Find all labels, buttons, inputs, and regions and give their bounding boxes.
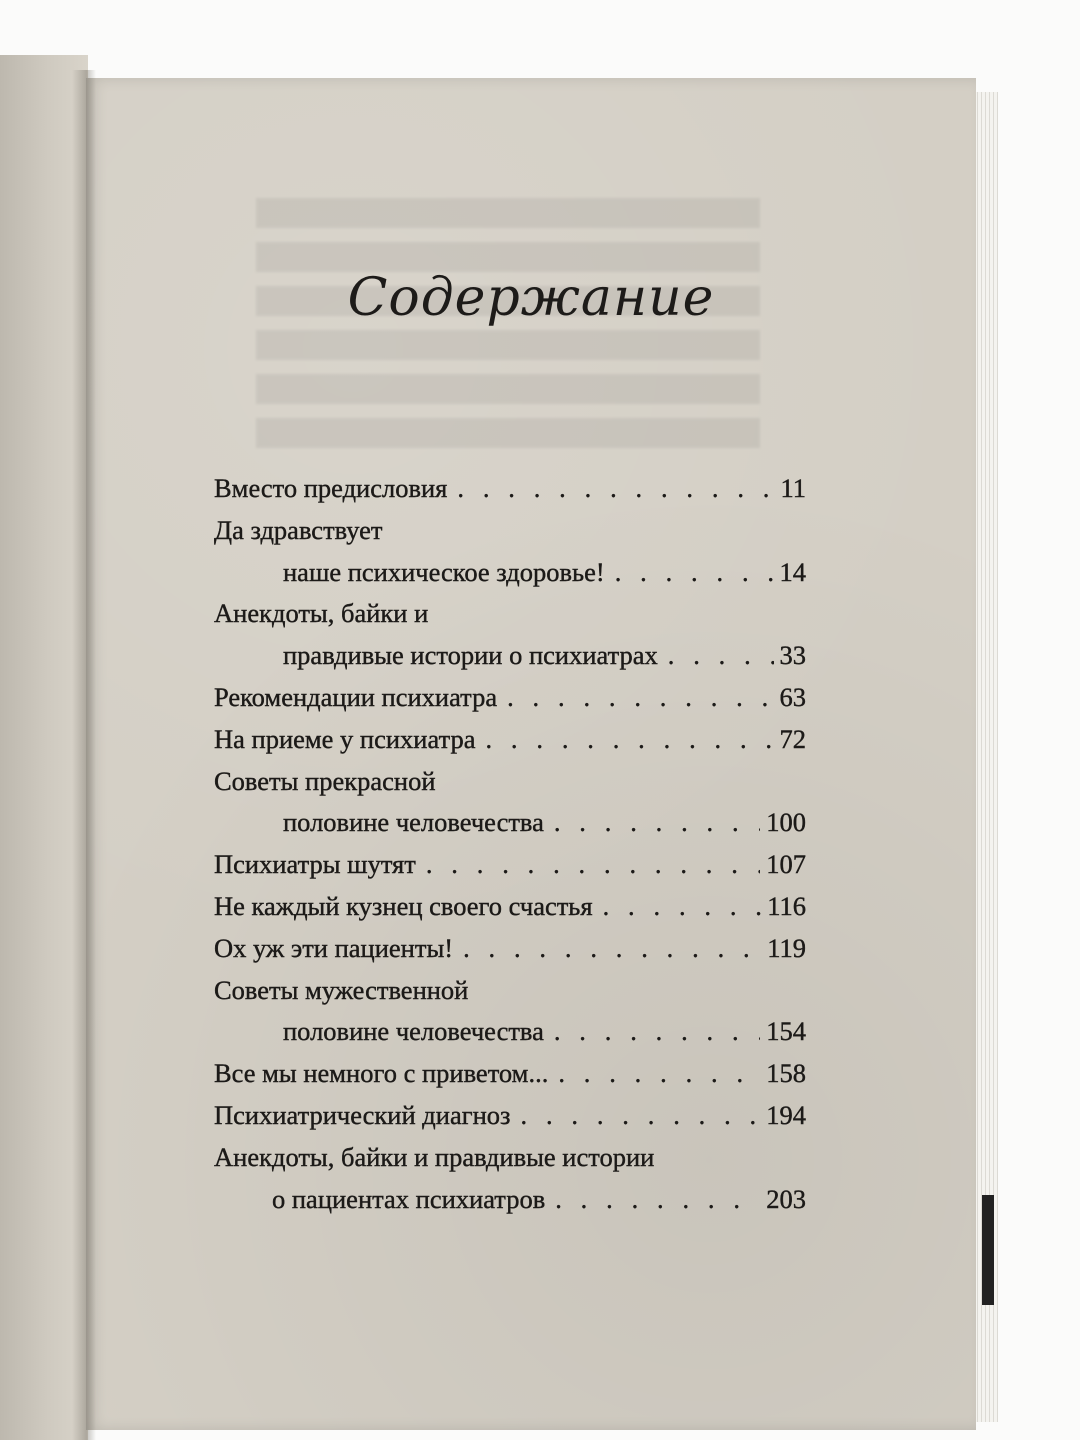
dot-leader bbox=[426, 844, 760, 886]
dot-leader bbox=[507, 677, 773, 719]
toc-entry-continuation bbox=[214, 1179, 806, 1221]
toc-entry-page: 116 bbox=[767, 890, 806, 921]
toc-entry-page: 203 bbox=[766, 1183, 806, 1214]
toc-entry-title: На приеме у психиатра bbox=[214, 723, 476, 754]
dot-leader bbox=[554, 802, 760, 844]
dot-leader bbox=[555, 1179, 760, 1221]
book-gutter bbox=[72, 70, 96, 1440]
toc-entry-page: 154 bbox=[766, 1016, 806, 1047]
toc-entry bbox=[214, 1053, 806, 1095]
toc-entry bbox=[214, 970, 806, 1012]
toc-entry-title: Рекомендации психиатра bbox=[214, 681, 498, 712]
toc-entry-title: Психиатры шутят bbox=[214, 849, 416, 880]
toc-entry-continuation bbox=[214, 1011, 806, 1053]
toc-entry-page: 11 bbox=[780, 473, 806, 503]
toc-entry-page: 194 bbox=[766, 1099, 806, 1130]
toc-entry bbox=[214, 761, 806, 803]
toc-entry-page: 63 bbox=[779, 681, 806, 712]
toc-entry-title: Анекдоты, байки и bbox=[214, 598, 429, 629]
toc-entry-page: 33 bbox=[779, 640, 806, 671]
dot-leader bbox=[463, 928, 761, 970]
toc-entry-page: 119 bbox=[767, 932, 806, 963]
toc-entry-title: Все мы немного с приветом... bbox=[214, 1058, 549, 1089]
page-title: Содержание bbox=[347, 268, 715, 328]
toc-entry-title-cont: половине человечества bbox=[283, 1016, 544, 1047]
toc-entry-continuation bbox=[214, 635, 806, 677]
toc-entry-title: Вместо предисловия bbox=[214, 473, 448, 503]
toc-entry bbox=[214, 677, 806, 719]
dot-leader bbox=[457, 468, 774, 510]
toc-entry-title-cont: правдивые истории о психиатрах bbox=[283, 640, 658, 671]
toc-entry-page: 158 bbox=[766, 1058, 806, 1089]
toc-entry-title-cont: о пациентах психиатров bbox=[272, 1183, 546, 1214]
toc-entry bbox=[214, 468, 806, 510]
dot-leader bbox=[558, 1053, 760, 1095]
toc-entry-title: Да здравствует bbox=[214, 514, 383, 545]
toc-entry bbox=[214, 928, 806, 970]
dot-leader bbox=[615, 552, 774, 594]
dot-leader bbox=[603, 886, 762, 928]
toc-entry bbox=[214, 593, 806, 635]
toc-entry-title: Советы прекрасной bbox=[214, 765, 436, 796]
toc-entry-title-cont: наше психическое здоровье! bbox=[283, 556, 605, 587]
toc-entry-page: 72 bbox=[779, 723, 806, 754]
toc-entry bbox=[214, 1137, 806, 1179]
contents-page bbox=[86, 78, 976, 1430]
toc-entry-continuation bbox=[214, 552, 806, 594]
toc-entry bbox=[214, 844, 806, 886]
toc-entry-page: 107 bbox=[766, 849, 806, 880]
toc-entry-page: 100 bbox=[766, 807, 806, 838]
toc-entry-title: Ох уж эти пациенты! bbox=[214, 932, 454, 963]
dot-leader bbox=[485, 719, 773, 761]
toc-entry-title: Советы мужественной bbox=[214, 974, 469, 1005]
toc-entry-title: Психиатрический диагноз bbox=[214, 1099, 511, 1130]
toc-entry bbox=[214, 886, 806, 928]
toc-entry bbox=[214, 1095, 806, 1137]
toc-entry-page: 14 bbox=[779, 556, 806, 587]
toc-entry bbox=[214, 719, 806, 761]
edge-marker bbox=[982, 1195, 994, 1305]
toc-entry-title-cont: половине человечества bbox=[283, 807, 544, 838]
dot-leader bbox=[554, 1011, 760, 1053]
toc-entry bbox=[214, 510, 806, 552]
toc-entry-continuation bbox=[214, 802, 806, 844]
toc-entry-title: Не каждый кузнец своего счастья bbox=[214, 890, 593, 921]
dot-leader bbox=[521, 1095, 761, 1137]
dot-leader bbox=[668, 635, 774, 677]
table-of-contents bbox=[214, 468, 806, 1220]
toc-entry-title: Анекдоты, байки и правдивые истории bbox=[214, 1141, 655, 1172]
